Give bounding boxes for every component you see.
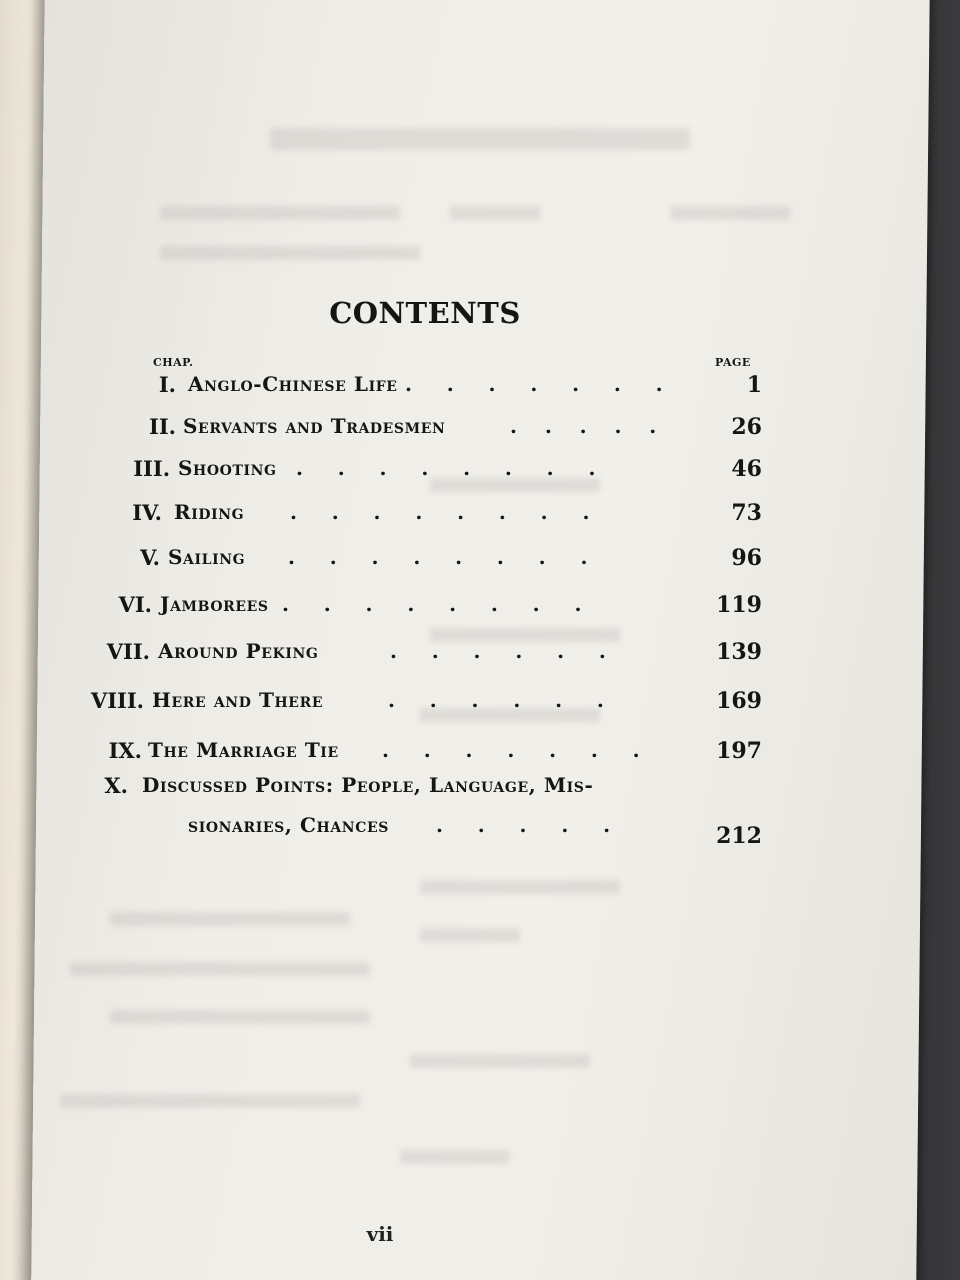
chapter-title: Around Peking [158, 639, 319, 663]
page-number: 26 [731, 414, 762, 440]
toc-row [0, 773, 960, 853]
dot-leader: . . . . . . . [382, 738, 640, 762]
dot-leader: . . . . . . . . [296, 456, 596, 480]
chapter-number: IV. [132, 500, 162, 525]
chapter-title: Riding [174, 500, 245, 524]
chapter-title-line-1: Discussed Points: People, Language, Mis- [142, 773, 594, 797]
chapter-title: Sailing [168, 545, 246, 569]
column-header-page: PAGE [715, 356, 751, 369]
dot-leader: . . . . . . [390, 639, 606, 663]
toc-row [0, 414, 960, 444]
chapter-number: VIII. [90, 688, 144, 713]
chapter-title: Here and There [152, 688, 324, 712]
chapter-title: Anglo-Chinese Life [188, 372, 398, 396]
page-number: 197 [716, 738, 762, 764]
chapter-number: V. [140, 545, 160, 570]
page-number: 46 [731, 456, 762, 482]
chapter-title-line-2: sionaries, Chances [188, 813, 389, 837]
chapter-title: Jamborees [160, 592, 269, 616]
column-header-chapter: CHAP. [153, 356, 194, 369]
chapter-title: The Marriage Tie [148, 738, 339, 762]
chapter-number: I. [158, 372, 176, 397]
chapter-number: II. [149, 414, 176, 439]
dot-leader: . . . . . . . [405, 372, 663, 396]
toc-row [0, 688, 960, 718]
chapter-number: IX. [108, 738, 142, 763]
page-number: 96 [731, 545, 762, 571]
page-number: 169 [716, 688, 762, 714]
page-number: 1 [746, 372, 762, 398]
dot-leader: . . . . . . [388, 688, 604, 712]
dot-leader: . . . . . . . . [288, 545, 588, 569]
toc-row [0, 372, 960, 402]
chapter-title: Shooting [178, 456, 277, 480]
chapter-number: III. [133, 456, 170, 481]
chapter-number: VII. [106, 639, 150, 664]
toc-row [0, 456, 960, 486]
dot-leader: . . . . . [436, 813, 611, 837]
page-title: CONTENTS [329, 296, 521, 330]
chapter-number: X. [104, 773, 128, 798]
toc-row [0, 500, 960, 530]
dot-leader: . . . . . . . . [290, 500, 590, 524]
page-number: 73 [731, 500, 762, 526]
chapter-title: Servants and Tradesmen [183, 414, 446, 438]
dot-leader: . . . . . [510, 414, 657, 438]
page-number: 139 [716, 639, 762, 665]
toc-row [0, 545, 960, 575]
page-number: 119 [716, 592, 762, 618]
dot-leader: . . . . . . . . [282, 592, 582, 616]
page-number: 212 [716, 823, 762, 849]
chapter-number: VI. [118, 592, 152, 617]
toc-row [0, 639, 960, 669]
toc-row [0, 738, 960, 768]
toc-row [0, 592, 960, 622]
folio-page-number: vii [366, 1222, 394, 1246]
